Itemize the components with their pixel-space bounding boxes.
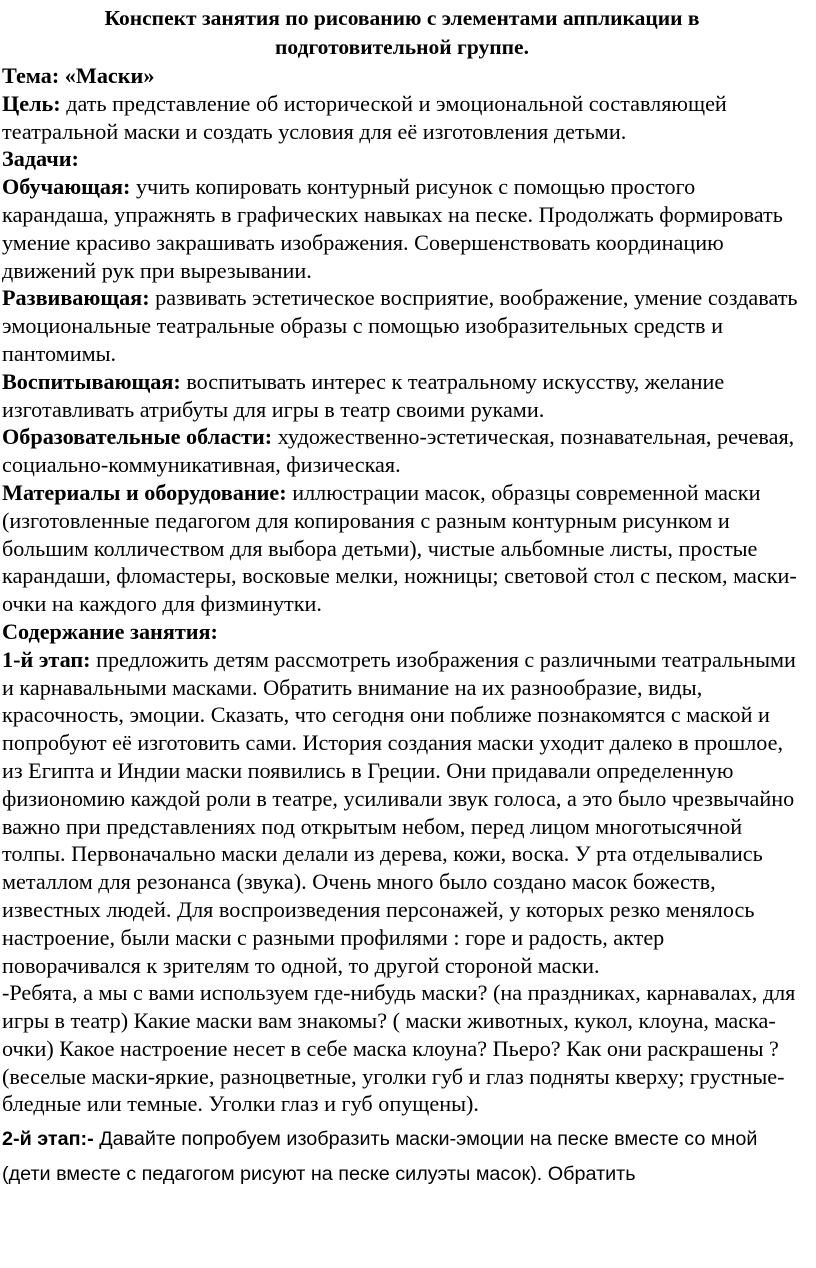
title-line-1: Конспект занятия по рисованию с элементами аппликации в [104,6,700,30]
teaching-paragraph [0,173,802,284]
stage2-label: 2-й этап:- [2,1128,94,1151]
upbringing-text: воспитывать интерес к театральному искусству, желание изготавливать атрибуты для игры в театр своими руками. [2,368,725,422]
dialogue-paragraph: -Ребята, а мы с вами используем где-нибудь маски? (на праздниках, карнавалах, для игры в театр) Какие маски вам знакомы? ( маски животных, кукол, клоуна, маска-очки) Какое настроение несет в себе маска клоуна? Пьеро? Как они раскрашены ? (веселые маски-яркие, разноцветные, уголки губ и глаз подняты кверху; грустные-бледные или темные. Уголки глаз и губ опущены). [2,980,796,1117]
stage1-label: 1-й этап: [2,646,91,672]
goal-paragraph [0,90,802,146]
content-heading: Содержание занятия: [2,618,218,644]
goal-label: Цель: [2,90,61,116]
areas-paragraph [0,423,802,479]
teaching-text: учить копировать контурный рисунок с помощью простого карандаша, упражнять в графических навыках на песке. Продолжать формировать умение красиво закрашивать изображения. Совершенствовать координацию движений рук при вырезывании. [2,174,783,283]
stage2-paragraph [0,1122,802,1192]
developing-text: развивать эстетическое восприятие, воображение, умение создавать эмоциональные театральные образы с помощью изобразительных средств и пантомимы. [2,285,798,366]
topic-label: Тема: [2,63,60,88]
materials-label: Материалы и оборудование: [2,479,287,505]
areas-text: художественно-эстетическая, познавательная, речевая, социально-коммуникативная, физическая. [2,424,795,478]
stage1-text: предложить детям рассмотреть изображения с различными театральными и карнавальными масками. Обратить внимание на их разнообразие, виды, красочность, эмоции. Сказать, что сегодня они поближе познакомятся с маской и попробуют её изготовить сами. История создания маски уходит далеко в прошлое, из Египта и Индии маски появились в Греции. Они придавали определенную физиономию каждой роли в театре, усиливали звук голоса, а это было чрезвычайно важно при представлениях под открытым небом, перед лицом многотысячной толпы. Первоначально маски делали из дерева, кожи, воска. У рта отделывались металлом для резонанса (звука). Очень много было создано масок божеств, известных людей. Для воспроизведения персонажей, у которых резко менялось настроение, были маски с разными профилями : горе и радость, актер поворачивался к зрителям то одной, то другой стороной маски. [2,646,796,978]
document-title [2,4,802,62]
title-line-2: подготовительной группе. [275,35,529,59]
developing-label: Развивающая: [2,285,150,311]
stage1-paragraph [0,646,802,980]
tasks-heading: Задачи: [2,146,79,172]
goal-text: дать представление об исторической и эмоциональной составляющей театральной маски и создать условия для её изготовления детьми. [2,90,727,144]
upbringing-label: Воспитывающая: [2,368,181,394]
stage2-text: Давайте попробуем изобразить маски-эмоции на песке вместе со мной (дети вместе с педагогом рисуют на песке силуэты масок). Обратить [2,1128,758,1186]
teaching-label: Обучающая: [2,174,131,200]
upbringing-paragraph [0,368,802,424]
materials-text: иллюстрации масок, образцы современной маски (изготовленные педагогом для копирования с разным контурным рисунком и большим колличеством для выбора детьми), чистые альбомные листы, простые карандаши, фломастеры, восковые мелки, ножницы; световой стол с песком, маски-очки на каждого для физминутки. [2,479,797,617]
topic-paragraph [0,62,802,90]
topic-text: «Маски» [59,63,155,88]
developing-paragraph [0,284,802,367]
materials-paragraph [0,479,802,618]
areas-label: Образовательные области: [2,424,273,450]
